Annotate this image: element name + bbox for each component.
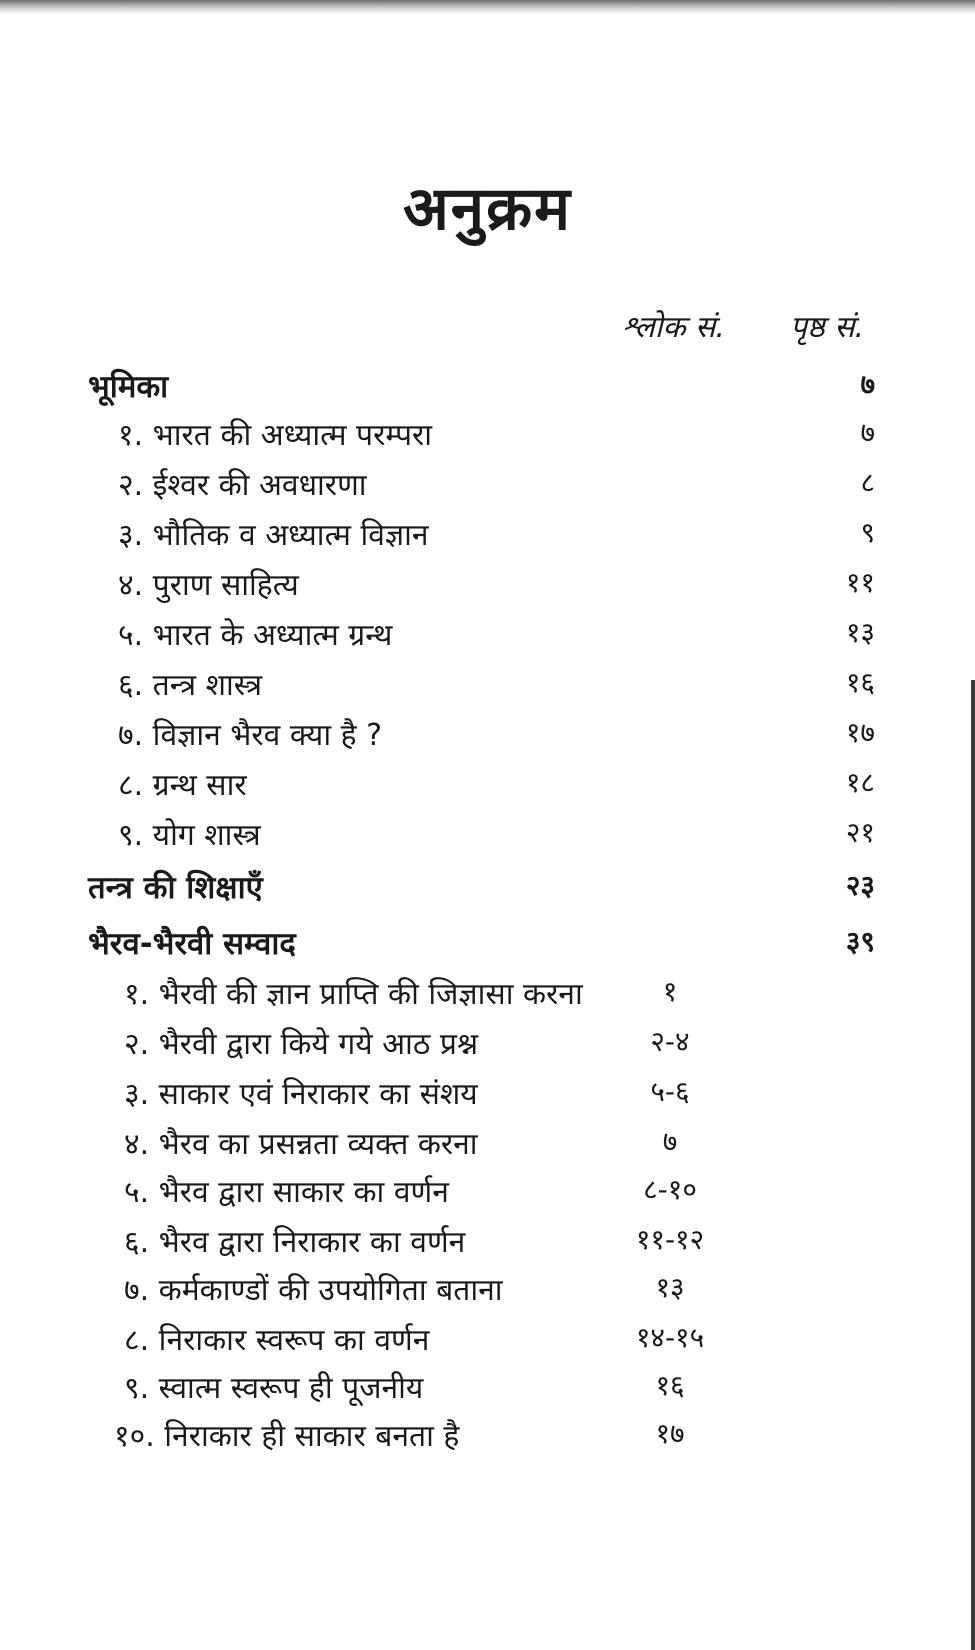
toc-entry-label: २. भैरवी द्वारा किये गये आठ प्रश्न bbox=[124, 1027, 479, 1062]
toc-page-number: १७ bbox=[845, 716, 875, 749]
toc-shloka-number: १४-१५ bbox=[635, 1321, 705, 1354]
toc-page-number: ११ bbox=[845, 566, 875, 599]
toc-entry-label: १०. निराकार ही साकार बनता है bbox=[114, 1419, 460, 1454]
toc-entry-row bbox=[0, 1170, 975, 1222]
toc-entry-row bbox=[0, 563, 975, 615]
toc-entry-row bbox=[0, 813, 975, 865]
toc-entry-label: ३. साकार एवं निराकार का संशय bbox=[124, 1077, 478, 1112]
toc-entry-row bbox=[0, 763, 975, 815]
toc-entry-label: ३. भौतिक व अध्यात्म विज्ञान bbox=[118, 518, 429, 553]
toc-page-number: २३ bbox=[845, 869, 875, 902]
toc-shloka-number: ८-१० bbox=[643, 1173, 697, 1206]
toc-shloka-number: १६ bbox=[655, 1369, 685, 1402]
column-header-shloka: श्लोक सं. bbox=[622, 310, 725, 345]
toc-entry-row bbox=[0, 1022, 975, 1074]
toc-page-number: ३९ bbox=[845, 925, 875, 958]
toc-page-number: १८ bbox=[845, 766, 875, 799]
toc-entry-label: तन्त्र की शिक्षाएँ bbox=[88, 870, 263, 906]
page-top-shadow bbox=[0, 0, 975, 14]
toc-entry-label: ४. भैरव का प्रसन्नता व्यक्त करना bbox=[124, 1127, 478, 1162]
column-header-page: पृष्ठ सं. bbox=[790, 310, 865, 345]
toc-entry-row bbox=[0, 1220, 975, 1272]
toc-entry-row bbox=[0, 1366, 975, 1418]
toc-page-number: ७ bbox=[860, 416, 875, 449]
toc-entry-row bbox=[0, 1414, 975, 1466]
toc-page-number: २१ bbox=[845, 816, 875, 849]
toc-shloka-number: २-४ bbox=[650, 1025, 690, 1058]
toc-entry-label: ४. पुराण साहित्य bbox=[118, 568, 299, 603]
toc-shloka-number: ७ bbox=[662, 1125, 678, 1158]
toc-entry-row bbox=[0, 713, 975, 765]
toc-page-number: १३ bbox=[845, 616, 875, 649]
toc-entry-row bbox=[0, 1122, 975, 1174]
toc-entry-label: ९. स्वात्म स्वरूप ही पूजनीय bbox=[124, 1371, 424, 1406]
toc-shloka-number: १३ bbox=[655, 1271, 685, 1304]
toc-entry-label: ६. तन्त्र शास्त्र bbox=[118, 668, 263, 703]
toc-page-number: ८ bbox=[860, 466, 875, 499]
toc-entry-row bbox=[0, 513, 975, 565]
toc-shloka-number: ११-१२ bbox=[635, 1223, 705, 1256]
toc-shloka-number: ५-६ bbox=[650, 1075, 690, 1108]
toc-entry-row bbox=[0, 613, 975, 665]
toc-section-row bbox=[0, 365, 975, 417]
toc-entry-label: ८. निराकार स्वरूप का वर्णन bbox=[124, 1323, 430, 1358]
toc-entry-label: भैरव-भैरवी सम्वाद bbox=[88, 926, 296, 962]
toc-entry-row bbox=[0, 1072, 975, 1124]
toc-page-number: ९ bbox=[860, 516, 875, 549]
toc-entry-row bbox=[0, 463, 975, 515]
toc-entry-row bbox=[0, 663, 975, 715]
toc-entry-label: ५. भारत के अध्यात्म ग्रन्थ bbox=[118, 618, 393, 653]
toc-entry-row bbox=[0, 1268, 975, 1320]
toc-entry-label: १. भारत की अध्यात्म परम्परा bbox=[118, 418, 433, 453]
toc-entry-label: १. भैरवी की ज्ञान प्राप्ति की जिज्ञासा करना bbox=[124, 977, 583, 1012]
page-title: अनुक्रम bbox=[402, 174, 573, 244]
toc-page-number: १६ bbox=[845, 666, 875, 699]
toc-shloka-number: १७ bbox=[655, 1417, 685, 1450]
toc-entry-label: २. ईश्वर की अवधारणा bbox=[118, 468, 367, 503]
toc-entry-label: ९. योग शास्त्र bbox=[118, 818, 261, 853]
toc-entry-label: ६. भैरव द्वारा निराकार का वर्णन bbox=[124, 1225, 466, 1260]
toc-entry-row bbox=[0, 1318, 975, 1370]
toc-shloka-number: १ bbox=[662, 975, 678, 1008]
toc-entry-label: भूमिका bbox=[88, 369, 169, 405]
toc-entry-label: ८. ग्रन्थ सार bbox=[118, 768, 247, 803]
toc-entry-label: ७. कर्मकाण्डों की उपयोगिता बताना bbox=[124, 1273, 503, 1308]
toc-entry-row bbox=[0, 972, 975, 1024]
toc-section-row bbox=[0, 866, 975, 918]
toc-page-number: ७ bbox=[860, 368, 875, 401]
toc-entry-label: ७. विज्ञान भैरव क्या है ? bbox=[118, 718, 383, 753]
toc-entry-row bbox=[0, 413, 975, 465]
toc-section-row bbox=[0, 922, 975, 974]
toc-entry-label: ५. भैरव द्वारा साकार का वर्णन bbox=[124, 1175, 449, 1210]
